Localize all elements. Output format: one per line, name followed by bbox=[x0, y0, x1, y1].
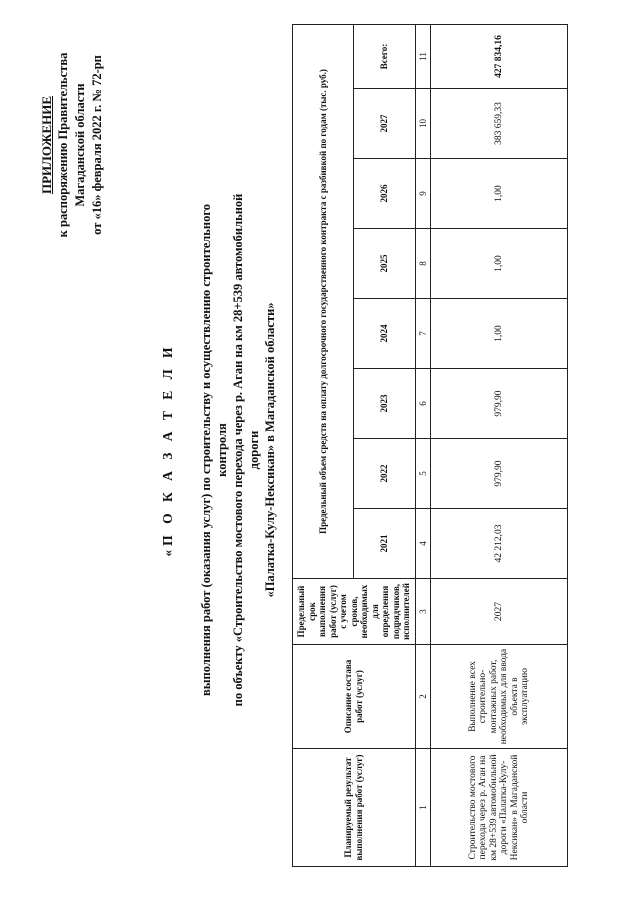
header-description: Описание состава работ (услуг) bbox=[293, 645, 416, 749]
document-heading bbox=[160, 190, 278, 710]
header-deadline: Предельный срок выполнения работ (услуг) с учетом сроков, необходимых для определения подрядчиков, исполнителей bbox=[293, 579, 416, 645]
cell-total: 427 834,16 bbox=[431, 24, 568, 88]
appendix-line-3: от «16» февраля 2022 г. № 72-рп bbox=[90, 55, 104, 235]
header-year: 2021 bbox=[354, 509, 415, 579]
appendix-line-2: Магаданской области bbox=[73, 83, 87, 207]
cell-result: Строительство мостового перехода через р. Аган на км 28+539 автомобильной дороги «Палатка-Кулу-Нексикан» в Магаданской области bbox=[431, 749, 568, 867]
header-year: 2024 bbox=[354, 299, 415, 369]
header-year: 2023 bbox=[354, 369, 415, 439]
cell-value: 1,00 bbox=[431, 159, 568, 229]
cell-deadline: 2027 bbox=[431, 579, 568, 645]
column-number: 9 bbox=[415, 159, 431, 229]
column-number: 8 bbox=[415, 229, 431, 299]
heading-title: «П О К А З А Т Е Л И bbox=[160, 343, 175, 557]
heading-line-3: «Палатка-Кулу-Нексикан» в Магаданской области» bbox=[263, 302, 277, 598]
column-number: 11 bbox=[415, 24, 431, 88]
column-number: 10 bbox=[415, 89, 431, 159]
heading-line-1: выполнения работ (оказания услуг) по строительству и осуществлению строительного контроля bbox=[199, 204, 229, 696]
header-funding-group: Предельный объем средств на оплату долгосрочного государственного контракта с разбивкой по годам (тыс. руб.) bbox=[293, 24, 354, 578]
indicators-table bbox=[292, 24, 568, 867]
cell-value: 42 212,03 bbox=[431, 509, 568, 579]
header-year: 2027 bbox=[354, 89, 415, 159]
header-result: Планируемый результат выполнения работ (услуг) bbox=[293, 749, 416, 867]
cell-value: 383 659,33 bbox=[431, 89, 568, 159]
header-total: Всего: bbox=[354, 24, 415, 88]
column-number: 1 bbox=[415, 749, 431, 867]
cell-value: 1,00 bbox=[431, 229, 568, 299]
header-year: 2026 bbox=[354, 159, 415, 229]
cell-value: 979,90 bbox=[431, 439, 568, 509]
column-number: 4 bbox=[415, 509, 431, 579]
table-row bbox=[431, 24, 568, 866]
cell-value: 1,00 bbox=[431, 299, 568, 369]
column-number: 7 bbox=[415, 299, 431, 369]
appendix-title: ПРИЛОЖЕНИЕ bbox=[39, 95, 54, 195]
header-year: 2025 bbox=[354, 229, 415, 299]
document-page bbox=[20, 20, 620, 885]
column-number: 5 bbox=[415, 439, 431, 509]
header-year: 2022 bbox=[354, 439, 415, 509]
heading-line-2: по объекту «Строительство мостового перехода через р. Аган на км 28+539 автомобильной дороги bbox=[231, 193, 261, 707]
appendix-block bbox=[38, 25, 106, 265]
column-number: 3 bbox=[415, 579, 431, 645]
cell-description: Выполнение всех строительно-монтажных работ, необходимых для ввода объекта в эксплуатацию bbox=[431, 645, 568, 749]
column-number: 2 bbox=[415, 645, 431, 749]
column-number: 6 bbox=[415, 369, 431, 439]
appendix-line-1: к распоряжению Правительства bbox=[56, 52, 70, 238]
cell-value: 979,90 bbox=[431, 369, 568, 439]
